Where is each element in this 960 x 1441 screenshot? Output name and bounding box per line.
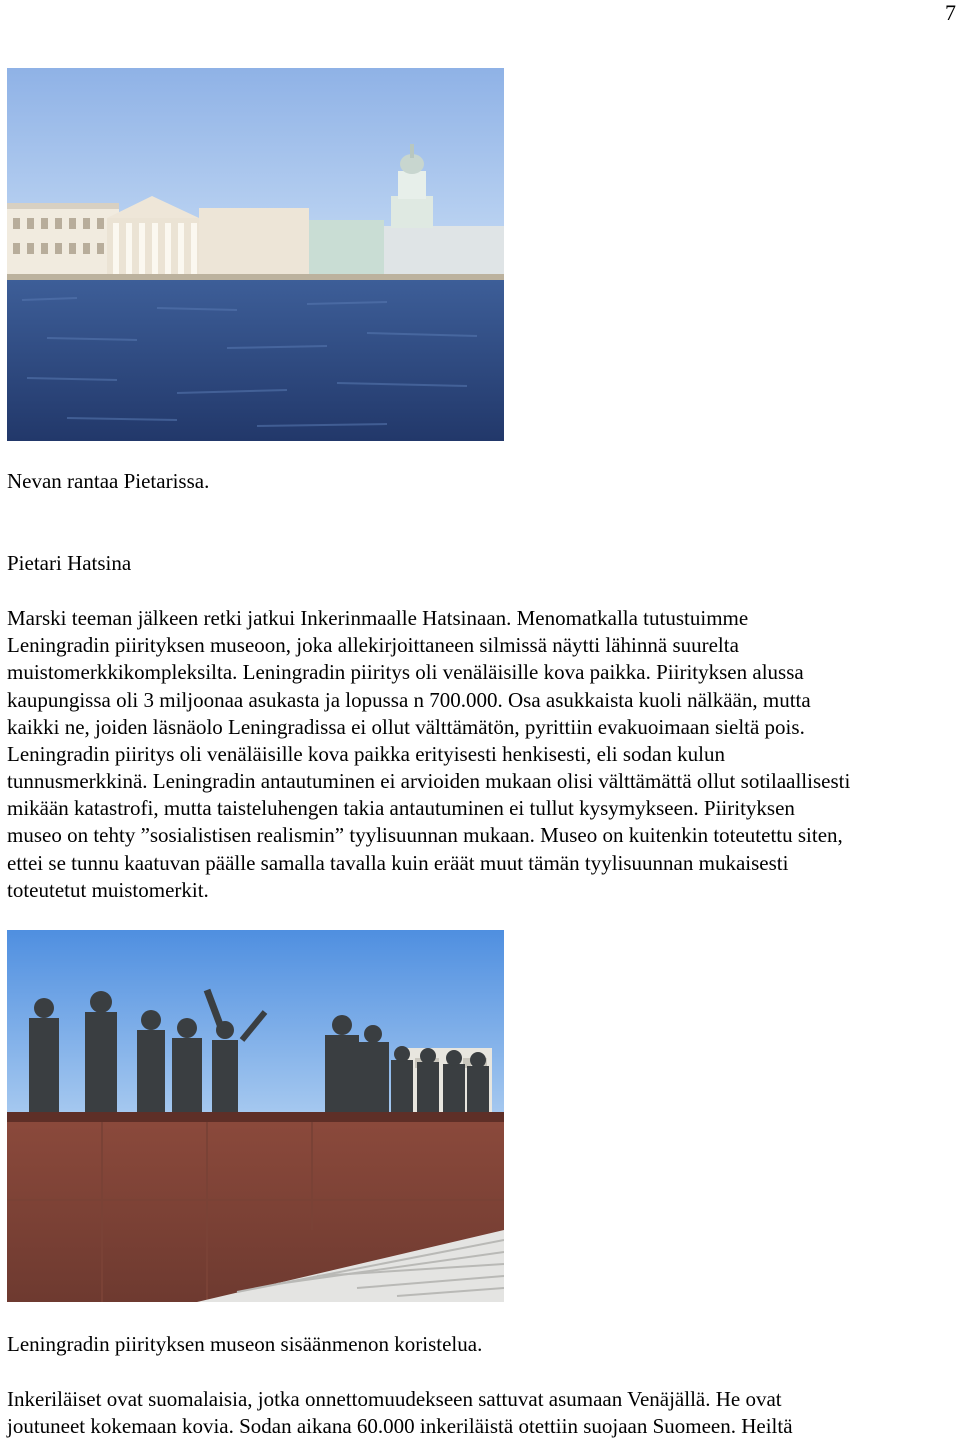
paragraph-line: tunnusmerkkinä. Leningradin antautuminen ei arvioiden mukaan olisi välttämättä ollut sotilaallisesti (7, 769, 851, 793)
photo2-caption: Leningradin piirityksen museon sisäänmenon koristelua. (7, 1332, 483, 1356)
paragraph-line: mikään katastrofi, mutta taisteluhengen takia antautuminen ei tullut kysymykseen. Piirityksen (7, 796, 795, 820)
neva-embankment-photo (7, 68, 504, 441)
siege-monument-photo (7, 930, 504, 1302)
paragraph-line: joutuneet kokemaan kovia. Sodan aikana 60.000 inkeriläistä otettiin suojaan Suomeen. Heiltä (7, 1414, 793, 1438)
paragraph-line: Inkeriläiset ovat suomalaisia, jotka onnettomuudekseen sattuvat asumaan Venäjällä. He ovat (7, 1387, 782, 1411)
paragraph-line: Leningradin piiritys oli venäläisille kova paikka erityisesti henkisesti, eli sodan kulun (7, 742, 725, 766)
paragraph-line: Marski teeman jälkeen retki jatkui Inkerinmaalle Hatsinaan. Menomatkalla tutustuimme (7, 606, 749, 630)
paragraph-line: ettei se tunnu kaatuvan päälle samalla tavalla kuin eräät muut tämän tyylisuunnan mukaisesti (7, 851, 789, 875)
paragraph-line: museo on tehty ”sosialistisen realismin” tyylisuunnan mukaan. Museo on kuitenkin toteutettu siten, (7, 823, 843, 847)
paragraph-line: kaupungissa oli 3 miljoonaa asukasta ja lopussa n 700.000. Osa asukkaista kuoli nälkään, mutta (7, 688, 811, 712)
page-number: 7 (945, 0, 956, 25)
paragraph-line: kaikki ne, joiden läsnäolo Leningradissa ei ollut välttämätön, pyrittiin evakuoimaan sieltä pois. (7, 715, 805, 739)
paragraph-line: muistomerkkikompleksilta. Leningradin piiritys oli venäläisille kova paikka. Piirityksen alussa (7, 660, 804, 684)
photo1-caption: Nevan rantaa Pietarissa. (7, 469, 210, 493)
section-heading: Pietari Hatsina (7, 551, 132, 575)
paragraph-line: Leningradin piirityksen museoon, joka allekirjoittaneen silmissä näytti lähinnä suurelta (7, 633, 739, 657)
paragraph-line: toteutetut muistomerkit. (7, 878, 209, 902)
